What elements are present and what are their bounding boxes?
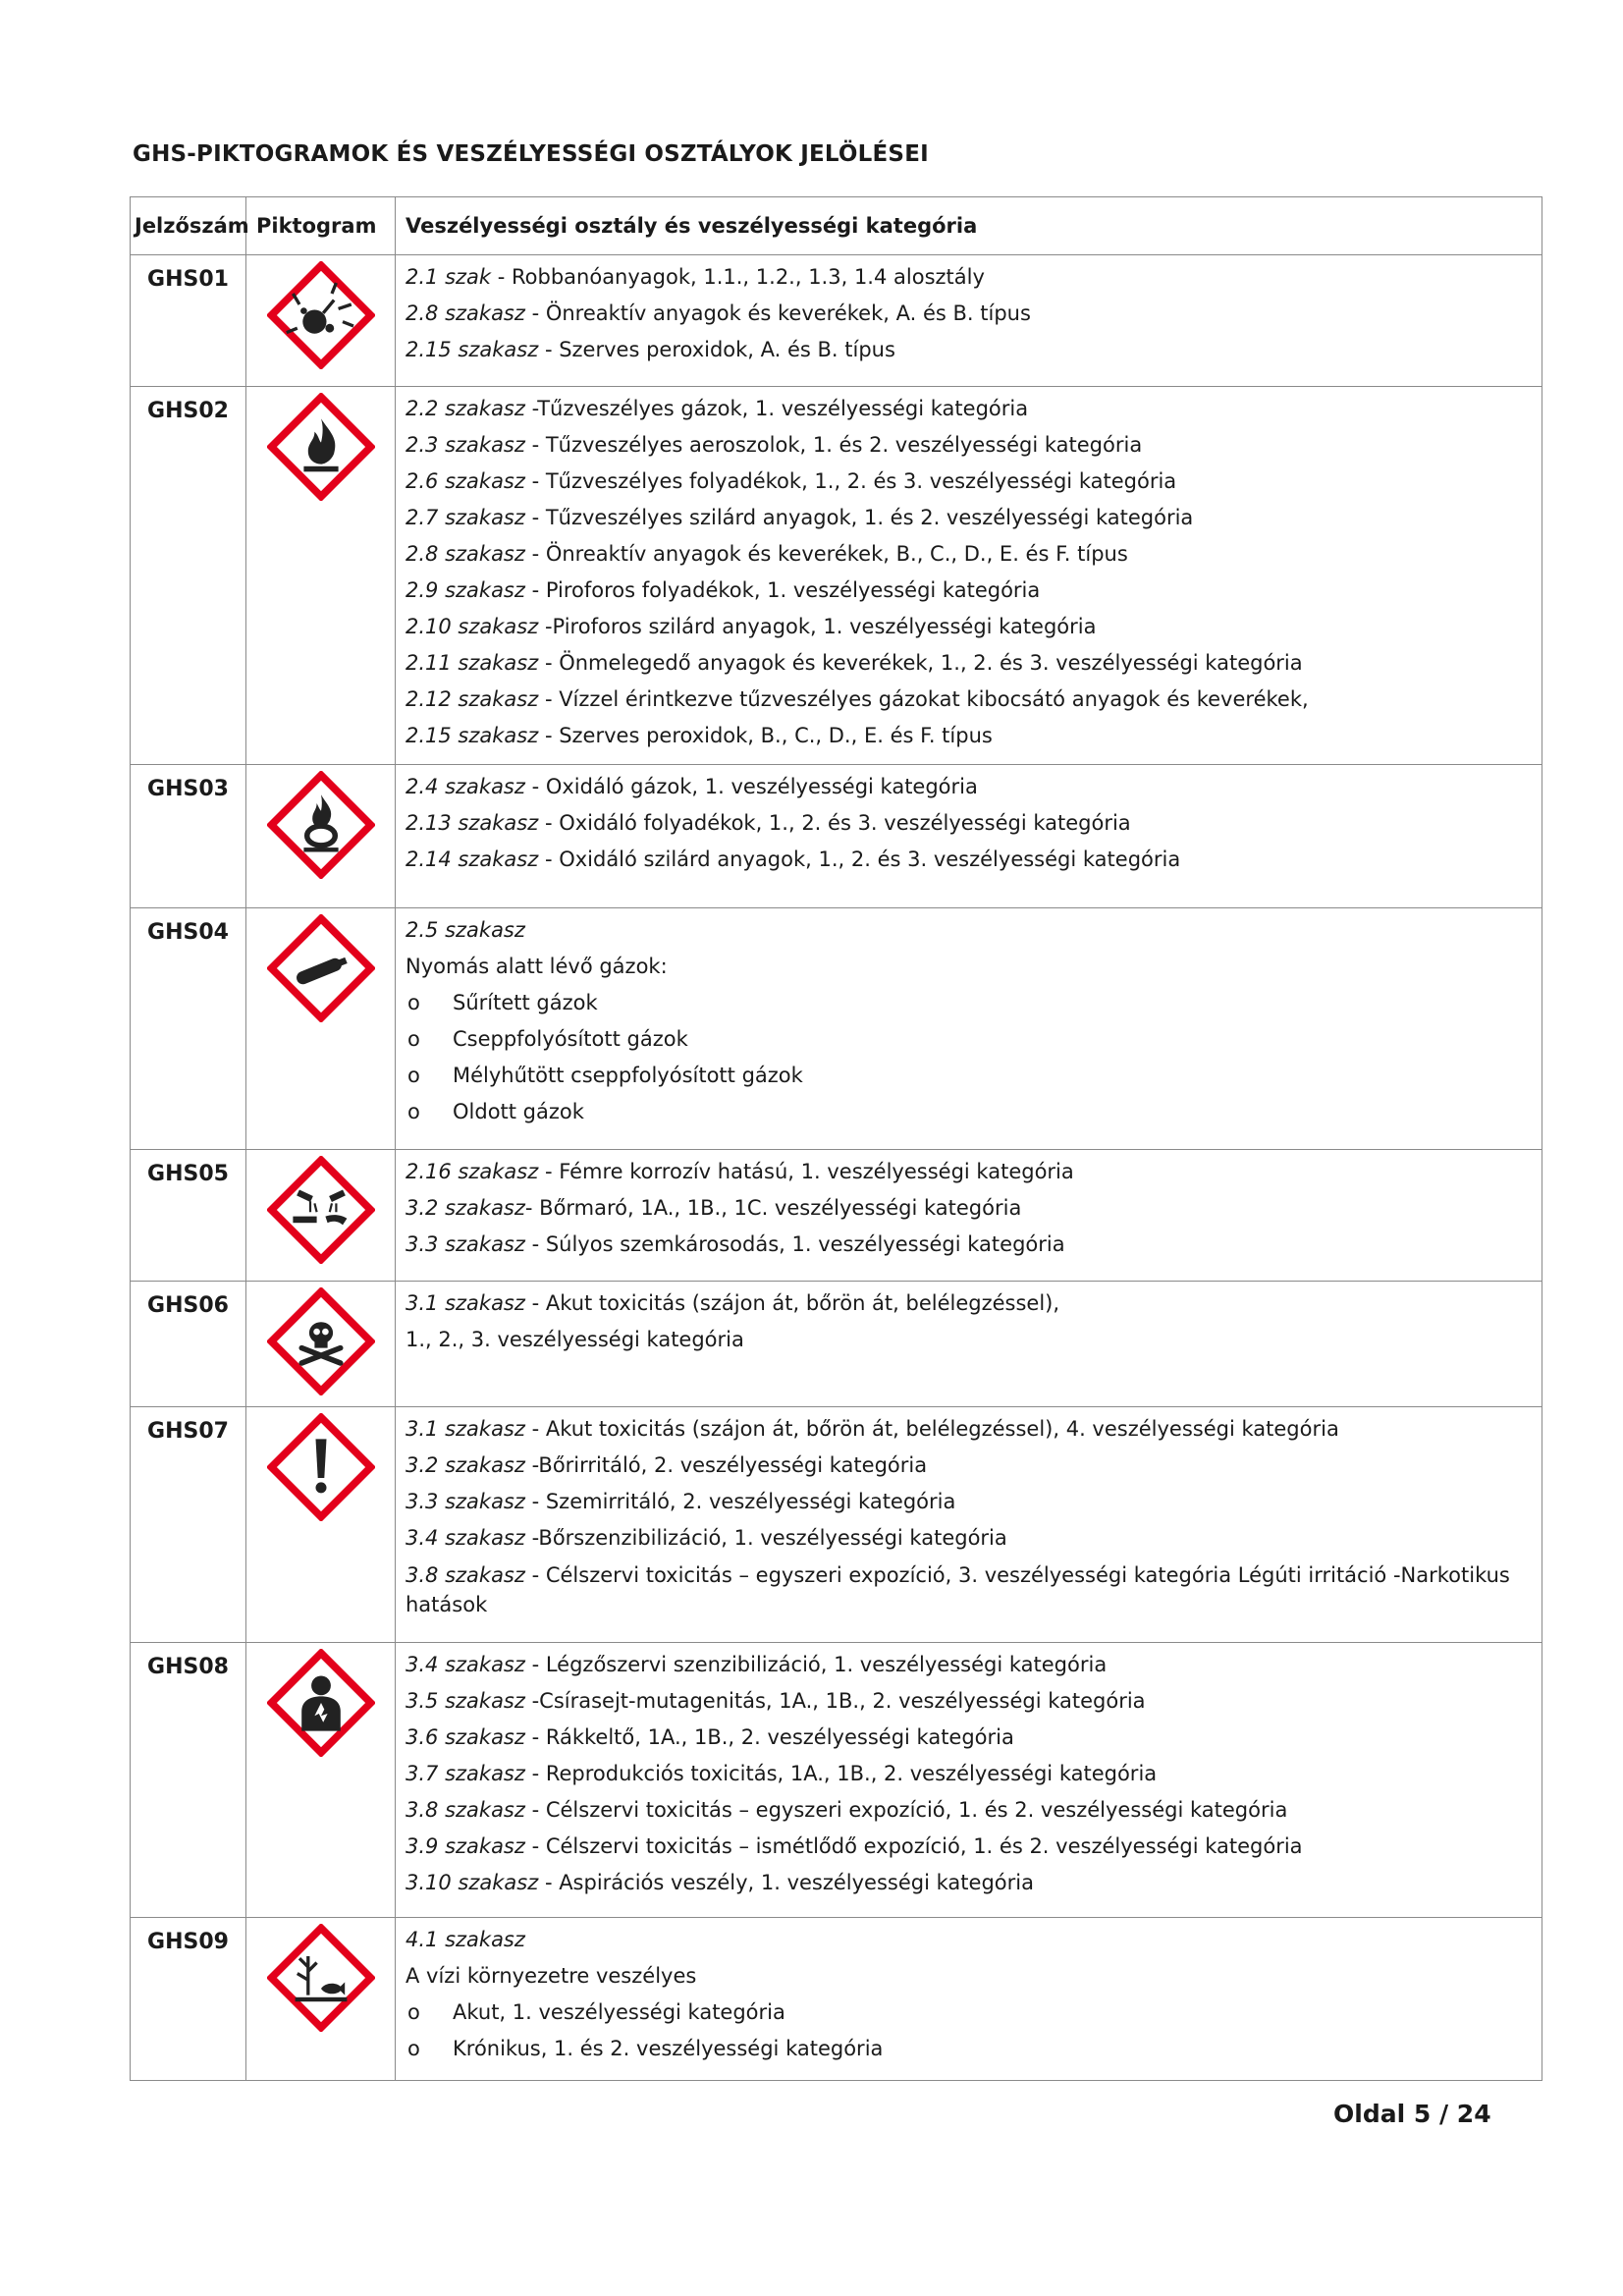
table-row (131, 765, 1542, 908)
row-code: GHS06 (131, 1282, 246, 1407)
row-code: GHS04 (131, 908, 246, 1150)
row-pictogram (246, 1150, 396, 1282)
page-number: Oldal 5 / 24 (1333, 2100, 1491, 2128)
row-code: GHS03 (131, 765, 246, 908)
gas-cylinder-icon (267, 914, 375, 1022)
list-item: o Krónikus, 1. és 2. veszélyességi kategória (407, 2037, 884, 2060)
row-description: 3.4 szakasz - Légzőszervi szenzibilizáció, 1. veszélyességi kategória 3.5 szakasz -Csírasejt-mutagenitás, 1A., 1B., 2. veszélyességi kategória 3.6 szakasz - Rákkeltő, 1A., 1B., 2. veszélyességi kategória 3.7 szakasz - Reprodukciós toxicitás, 1A., 1B., 2. veszélyességi kategória 3.8 szakasz - Célszervi toxicitás – egyszeri expozíció, 1. és 2. veszélyességi kategória 3.9 szakasz - Célszervi toxicitás – ismétlődő expozíció, 1. és 2. veszélyességi kategória 3.10 szakasz - Aspirációs veszély, 1. veszélyességi kategória (396, 1643, 1542, 1918)
row-code: GHS05 (131, 1150, 246, 1282)
row-description: 2.1 szak - Robbanóanyagok, 1.1., 1.2., 1.3, 1.4 alosztály 2.8 szakasz - Önreaktív anyagok és keverékek, A. és B. típus 2.15 szakasz - Szerves peroxidok, A. és B. típus (396, 255, 1542, 387)
row-code: GHS08 (131, 1643, 246, 1918)
table-row (131, 908, 1542, 1150)
flame-over-circle-icon (267, 771, 375, 879)
row-code: GHS09 (131, 1918, 246, 2081)
table-header-row (131, 197, 1542, 255)
corrosion-icon (267, 1156, 375, 1264)
row-description: 3.1 szakasz - Akut toxicitás (szájon át, bőrön át, belélegzéssel), 4. veszélyességi kategória 3.2 szakasz -Bőrirritáló, 2. veszélyességi kategória 3.3 szakasz - Szemirritáló, 2. veszélyességi kategória 3.4 szakasz -Bőrszenzibilizáció, 1. veszélyességi kategória 3.8 szakasz - Célszervi toxicitás – egyszeri expozíció, 3. veszélyességi kategória Légúti irritáció -Narkotikus hatások (396, 1407, 1542, 1643)
header-hazard-class: Veszélyességi osztály és veszélyességi kategória (396, 197, 1542, 255)
row-pictogram (246, 765, 396, 908)
exploding-bomb-icon (267, 261, 375, 369)
table-row (131, 1643, 1542, 1918)
row-pictogram (246, 1918, 396, 2081)
exclamation-mark-icon (267, 1413, 375, 1521)
row-pictogram (246, 255, 396, 387)
row-pictogram (246, 1282, 396, 1407)
row-pictogram (246, 1643, 396, 1918)
row-description: 2.2 szakasz -Tűzveszélyes gázok, 1. veszélyességi kategória 2.3 szakasz - Tűzveszélyes aeroszolok, 1. és 2. veszélyességi kategória 2.6 szakasz - Tűzveszélyes folyadékok, 1., 2. és 3. veszélyességi kategória 2.7 szakasz - Tűzveszélyes szilárd anyagok, 1. és 2. veszélyességi kategória 2.8 szakasz - Önreaktív anyagok és keverékek, B., C., D., E. és F. típus 2.9 szakasz - Piroforos folyadékok, 1. veszélyességi kategória 2.10 szakasz -Piroforos szilárd anyagok, 1. veszélyességi kategória 2.11 szakasz - Önmelegedő anyagok és keverékek, 1., 2. és 3. veszélyességi kategória 2.12 szakasz - Vízzel érintkezve tűzveszélyes gázokat kibocsátó anyagok és keverékek, 2.15 szakasz - Szerves peroxidok, B., C., D., E. és F. típus (396, 387, 1542, 765)
skull-crossbones-icon (267, 1287, 375, 1395)
list-item: o Akut, 1. veszélyességi kategória (407, 2000, 785, 2024)
row-description: 2.4 szakasz - Oxidáló gázok, 1. veszélyességi kategória 2.13 szakasz - Oxidáló folyadékok, 1., 2. és 3. veszélyességi kategória 2.14 szakasz - Oxidáló szilárd anyagok, 1., 2. és 3. veszélyességi kategória (396, 765, 1542, 908)
row-description: 4.1 szakasz A vízi környezetre veszélyes o Akut, 1. veszélyességi kategória o Krónikus, 1. és 2. veszélyességi kategória (396, 1918, 1542, 2081)
list-item: o Cseppfolyósított gázok (407, 1027, 688, 1051)
row-code: GHS02 (131, 387, 246, 765)
header-code: Jelzőszám (131, 197, 246, 255)
list-item: o Sűrített gázok (407, 991, 598, 1014)
table-row (131, 1407, 1542, 1643)
row-code: GHS01 (131, 255, 246, 387)
row-pictogram (246, 387, 396, 765)
health-hazard-icon (267, 1649, 375, 1757)
table-row (131, 1918, 1542, 2081)
row-pictogram (246, 908, 396, 1150)
row-description: 2.5 szakasz Nyomás alatt lévő gázok: o Sűrített gázok o Cseppfolyósított gázok o Mélyhűtött cseppfolyósított gázok o Oldott gázok (396, 908, 1542, 1150)
table-row (131, 387, 1542, 765)
environment-icon (267, 1924, 375, 2032)
row-description: 3.1 szakasz - Akut toxicitás (szájon át, bőrön át, belélegzéssel), 1., 2., 3. veszélyességi kategória (396, 1282, 1542, 1407)
row-pictogram (246, 1407, 396, 1643)
table-row (131, 255, 1542, 387)
list-item: o Oldott gázok (407, 1100, 584, 1123)
list-item: o Mélyhűtött cseppfolyósított gázok (407, 1064, 803, 1087)
table-row (131, 1282, 1542, 1407)
page-title: GHS-PIKTOGRAMOK ÉS VESZÉLYESSÉGI OSZTÁLYOK JELÖLÉSEI (133, 141, 929, 167)
flame-icon (267, 393, 375, 501)
row-description: 2.16 szakasz - Fémre korrozív hatású, 1. veszélyességi kategória 3.2 szakasz- Bőrmaró, 1A., 1B., 1C. veszélyességi kategória 3.3 szakasz - Súlyos szemkárosodás, 1. veszélyességi kategória (396, 1150, 1542, 1282)
ghs-table (130, 196, 1542, 2081)
table-row (131, 1150, 1542, 1282)
header-pictogram: Piktogram (246, 197, 396, 255)
row-code: GHS07 (131, 1407, 246, 1643)
